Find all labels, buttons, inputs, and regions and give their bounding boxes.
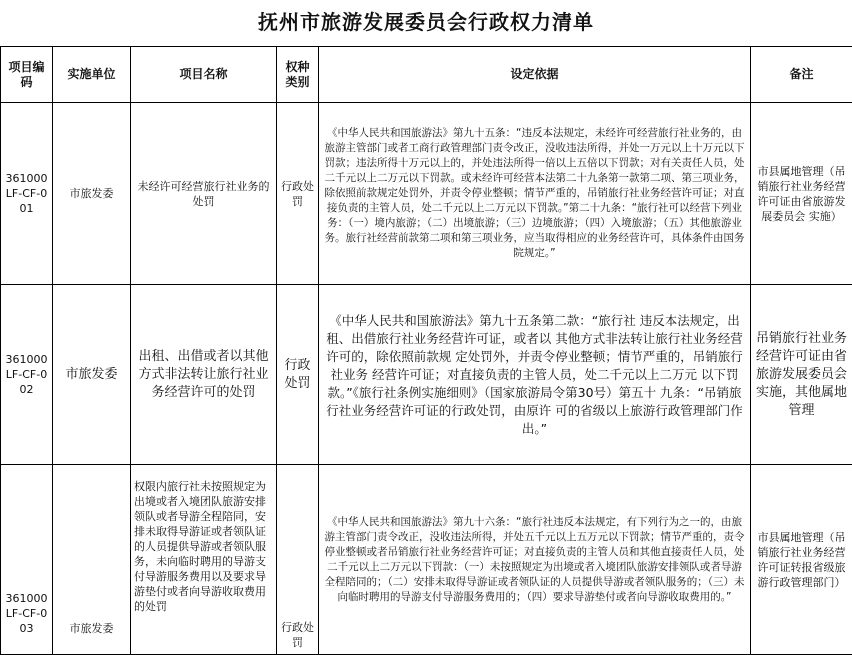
header-note: 备注 <box>751 47 852 103</box>
item-code: 361000LF-CF-003 <box>1 465 53 655</box>
header-basis: 设定依据 <box>319 47 751 103</box>
power-kind: 行政处罚 <box>277 103 319 285</box>
item-name: 权限内旅行社未按照规定为出境或者入境团队旅游安排领队或者导游全程陪同，安排未取得导游证或者领队证的人员提供导游或者领队服务，未向临时聘用的导游支付导游服务费用以及要求导游垫付或者向导游收取费用的处罚 <box>131 465 277 655</box>
item-code: 361000LF-CF-002 <box>1 285 53 465</box>
implementing-unit: 市旅发委 <box>53 103 131 285</box>
item-name: 未经许可经营旅行社业务的处罚 <box>131 103 277 285</box>
page-title: 抚州市旅游发展委员会行政权力清单 <box>0 0 852 44</box>
header-unit: 实施单位 <box>53 47 131 103</box>
remark: 吊销旅行社业务经营许可证由省旅游发展委员会实施，其他属地管理 <box>751 285 852 465</box>
item-name: 出租、出借或者以其他方式非法转让旅行社业务经营许可的处罚 <box>131 285 277 465</box>
remark: 市县属地管理（吊销旅行社业务经营许可证由省旅游发展委员会 实施） <box>751 103 852 285</box>
implementing-unit: 市旅发委 <box>53 465 131 655</box>
header-name: 项目名称 <box>131 47 277 103</box>
implementing-unit: 市旅发委 <box>53 285 131 465</box>
table-row <box>1 465 852 655</box>
legal-basis: 《中华人民共和国旅游法》第九十五条第二款：“旅行社 违反本法规定，出租、出借旅行社业务经营许可证，或者以 其他方式非法转让旅行社业务经营许可的，除依照前款规 定处罚外，并责令停业整顿；情节严重的，吊销旅行社业务 经营许可证；对直接负责的主管人员，处二千元以上二万元 以下罚款。”《旅行社条例实施细则》（国家旅游局令第30号）第五十 九条：“吊销旅行社业务经营许可证的行政处罚，由原许 可的省级以上旅游行政管理部门作出。” <box>319 285 751 465</box>
legal-basis: 《中华人民共和国旅游法》第九十六条：“旅行社违反本法规定，有下列行为之一的，由旅游主管部门责令改正，没收违法所得，并处五千元以上五万元以下罚款；情节严重的，责令停业整顿或者吊销旅行社业务经营许可证；对直接负责的主管人员和其他直接责任人员，处二千元以上二万元以下罚款：（一）未按照规定为出境或者入境团队旅游安排领队或者导游全程陪同的；（二）安排未取得导游证或者领队证的人员提供导游或者领队服务的；（三）未向临时聘用的导游支付导游服务费用的；（四）要求导游垫付或者向导游收取费用的。” <box>319 465 751 655</box>
remark: 市县属地管理（吊销旅行社业务经营许可证转报省级旅游行政管理部门） <box>751 465 852 655</box>
item-code: 361000LF-CF-001 <box>1 103 53 285</box>
power-list-table <box>0 46 852 655</box>
power-kind: 行政处罚 <box>277 465 319 655</box>
power-kind: 行政处罚 <box>277 285 319 465</box>
legal-basis: 《中华人民共和国旅游法》第九十五条：“违反本法规定，未经许可经营旅行社业务的，由旅游主管部门或者工商行政管理部门责令改正，没收违法所得，并处一万元以上十万元以下罚款；违法所得十万元以上的，并处违法所得一倍以上五倍以下罚款；对有关责任人员，处二千元以上二万元以下罚款。或未经许可经营本法第二十九条第一款第二项、第三项业务，除依照前款规定处罚外，并责令停业整顿；情节严重的，吊销旅行社业务经营许可证；对直接负责的主管人员，处二千元以上二万元以下罚款。”第二十九条：“旅行社可以经营下列业务：（一）境内旅游；（二）出境旅游；（三）边境旅游；（四）入境旅游；（五）其他旅游业务。旅行社经营前款第二项和第三项业务，应当取得相应的业务经营许可，具体条件由国务院规定。” <box>319 103 751 285</box>
table-row <box>1 103 852 285</box>
table-row <box>1 285 852 465</box>
header-kind: 权种类别 <box>277 47 319 103</box>
header-code: 项目编码 <box>1 47 53 103</box>
table-header-row <box>1 47 852 103</box>
